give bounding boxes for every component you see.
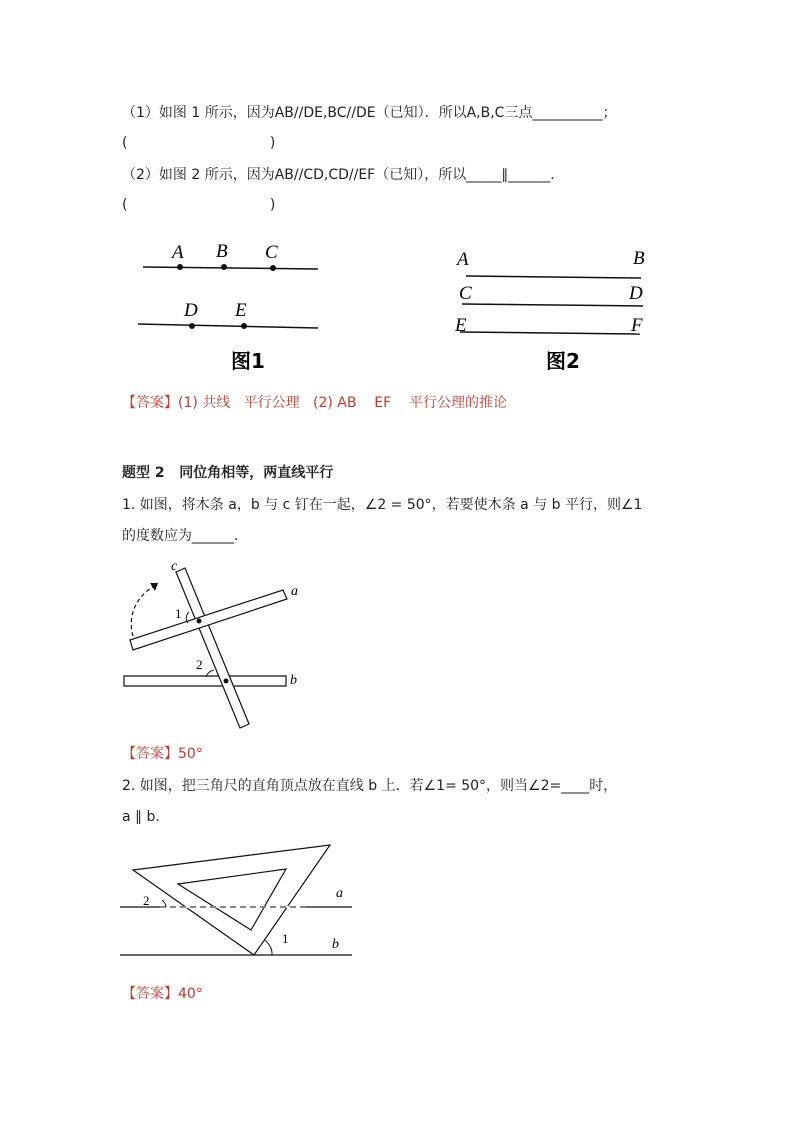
label-b: b — [332, 937, 339, 952]
section-2-q1-line-1: 1. 如图，将木条 a，b 与 c 钉在一起，∠2 = 50°，若要使木条 a 与 b 平行，则∠1 — [122, 497, 643, 513]
label-b: B — [216, 241, 228, 262]
label-e: E — [455, 315, 467, 336]
label-a: a — [336, 886, 343, 901]
label-angle-1: 1 — [282, 931, 289, 946]
section-2-q2-line-2: a ∥ b. — [122, 809, 160, 825]
label-c: c — [171, 559, 178, 574]
figure-1-caption: 图1 — [231, 349, 265, 373]
label-f: F — [631, 315, 643, 336]
answer-part-1: 【答案】(1) 共线 平行公理 (2) AB EF 平行公理的推论 — [122, 395, 507, 411]
section-2-q1-line-2: 的度数应为______． — [122, 528, 248, 544]
section-2-q2-line-1: 2. 如图，把三角尺的直角顶点放在直线 b 上．若∠1= 50°，则当∠2=____时， — [122, 778, 618, 794]
label-angle-2: 2 — [143, 893, 150, 908]
label-e: E — [235, 300, 247, 321]
section-2-q2-answer: 【答案】40° — [122, 986, 203, 1002]
label-angle-2: 2 — [196, 657, 203, 672]
section-2-title: 题型 2 同位角相等，两直线平行 — [122, 465, 334, 481]
label-a: A — [172, 242, 184, 263]
label-b: b — [290, 673, 297, 688]
question-2-reason-blank: ( ) — [122, 197, 276, 213]
label-c: C — [265, 242, 278, 263]
label-d: D — [184, 300, 198, 321]
label-a: A — [457, 249, 469, 270]
label-c: C — [459, 283, 472, 304]
label-b: B — [633, 248, 645, 269]
question-1-reason-blank: ( ) — [122, 135, 276, 151]
label-d: D — [629, 283, 643, 304]
label-angle-1: 1 — [175, 606, 182, 621]
label-a: a — [291, 584, 298, 599]
section-2-q1-answer: 【答案】50° — [122, 746, 203, 762]
question-1-text: （1）如图 1 所示，因为AB//DE,BC//DE（已知）．所以A,B,C三点__________； — [122, 105, 617, 121]
figure-2-caption: 图2 — [546, 349, 580, 373]
question-2-text: （2）如图 2 所示，因为AB//CD,CD//EF（已知），所以_____∥______． — [122, 167, 565, 183]
